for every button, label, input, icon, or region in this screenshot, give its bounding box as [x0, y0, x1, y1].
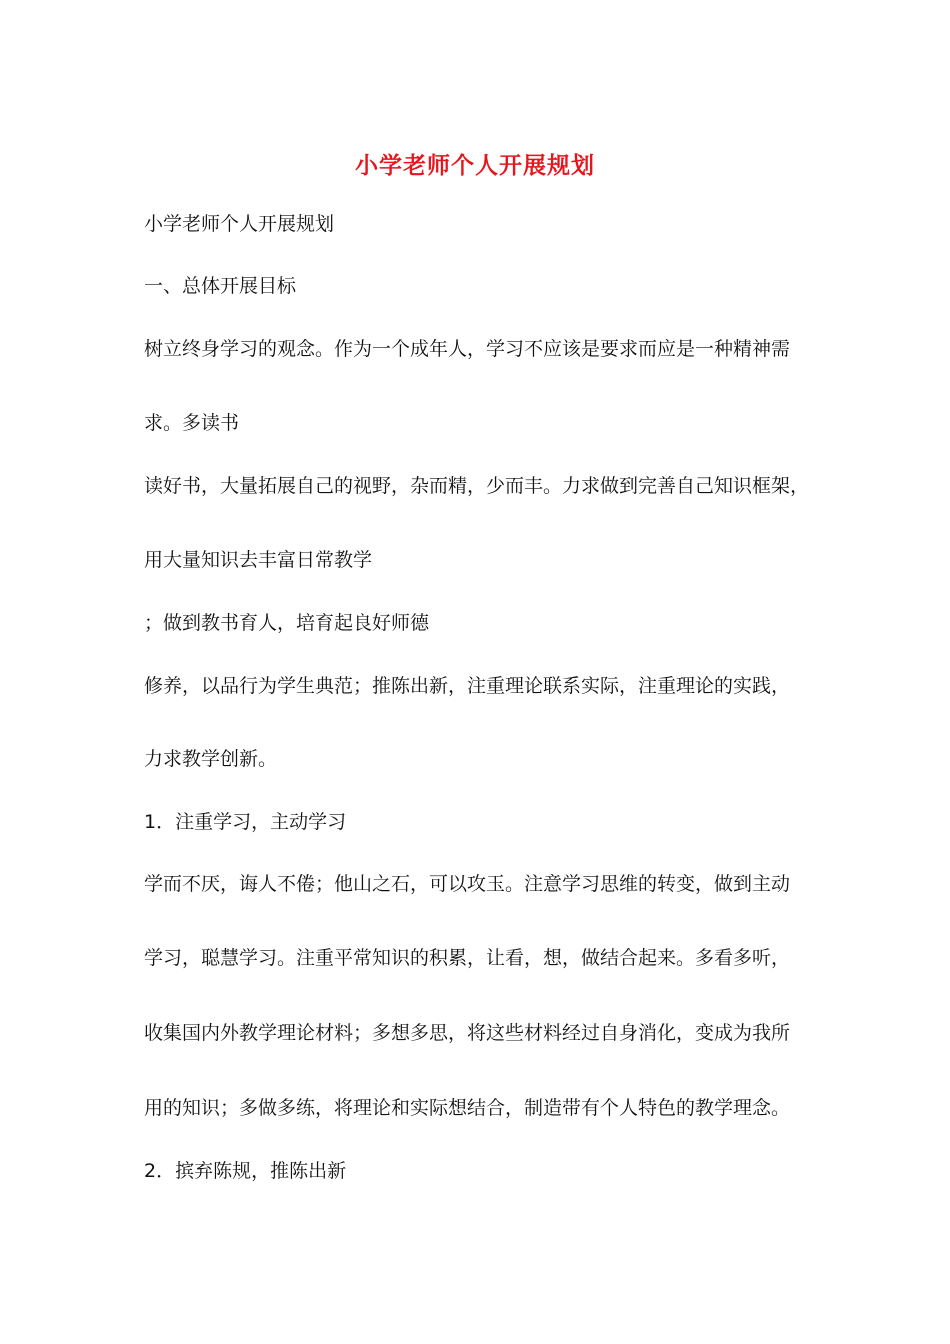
paragraph-line: 用大量知识去丰富日常教学: [144, 549, 373, 571]
document-title: 小学老师个人开展规划: [355, 152, 595, 179]
subtitle-line: 小学老师个人开展规划: [144, 213, 335, 235]
subsection-heading: 1．注重学习，主动学习: [144, 811, 347, 833]
section-heading: 一、总体开展目标: [144, 275, 297, 297]
paragraph-line: 学习，聪慧学习。注重平常知识的积累，让看，想，做结合起来。多看多听，: [144, 947, 791, 969]
paragraph-line: ；做到教书育人，培育起良好师德: [144, 612, 430, 634]
paragraph-line: 求。多读书: [144, 412, 240, 434]
subsection-heading: 2．摈弃陈规，推陈出新: [144, 1160, 347, 1182]
paragraph-line: 读好书，大量拓展自己的视野，杂而精，少而丰。力求做到完善自己知识框架，: [144, 475, 810, 497]
paragraph-line: 修养，以品行为学生典范；推陈出新，注重理论联系实际，注重理论的实践，: [144, 675, 791, 697]
paragraph-line: 树立终身学习的观念。作为一个成年人，学习不应该是要求而应是一种精神需: [144, 338, 791, 360]
paragraph-line: 力求教学创新。: [144, 748, 278, 770]
paragraph-line: 用的知识；多做多练，将理论和实际想结合，制造带有个人特色的教学理念。: [144, 1097, 791, 1119]
paragraph-line: 收集国内外教学理论材料；多想多思，将这些材料经过自身消化，变成为我所: [144, 1022, 791, 1044]
paragraph-line: 学而不厌，诲人不倦；他山之石，可以攻玉。注意学习思维的转变，做到主动: [144, 873, 791, 895]
